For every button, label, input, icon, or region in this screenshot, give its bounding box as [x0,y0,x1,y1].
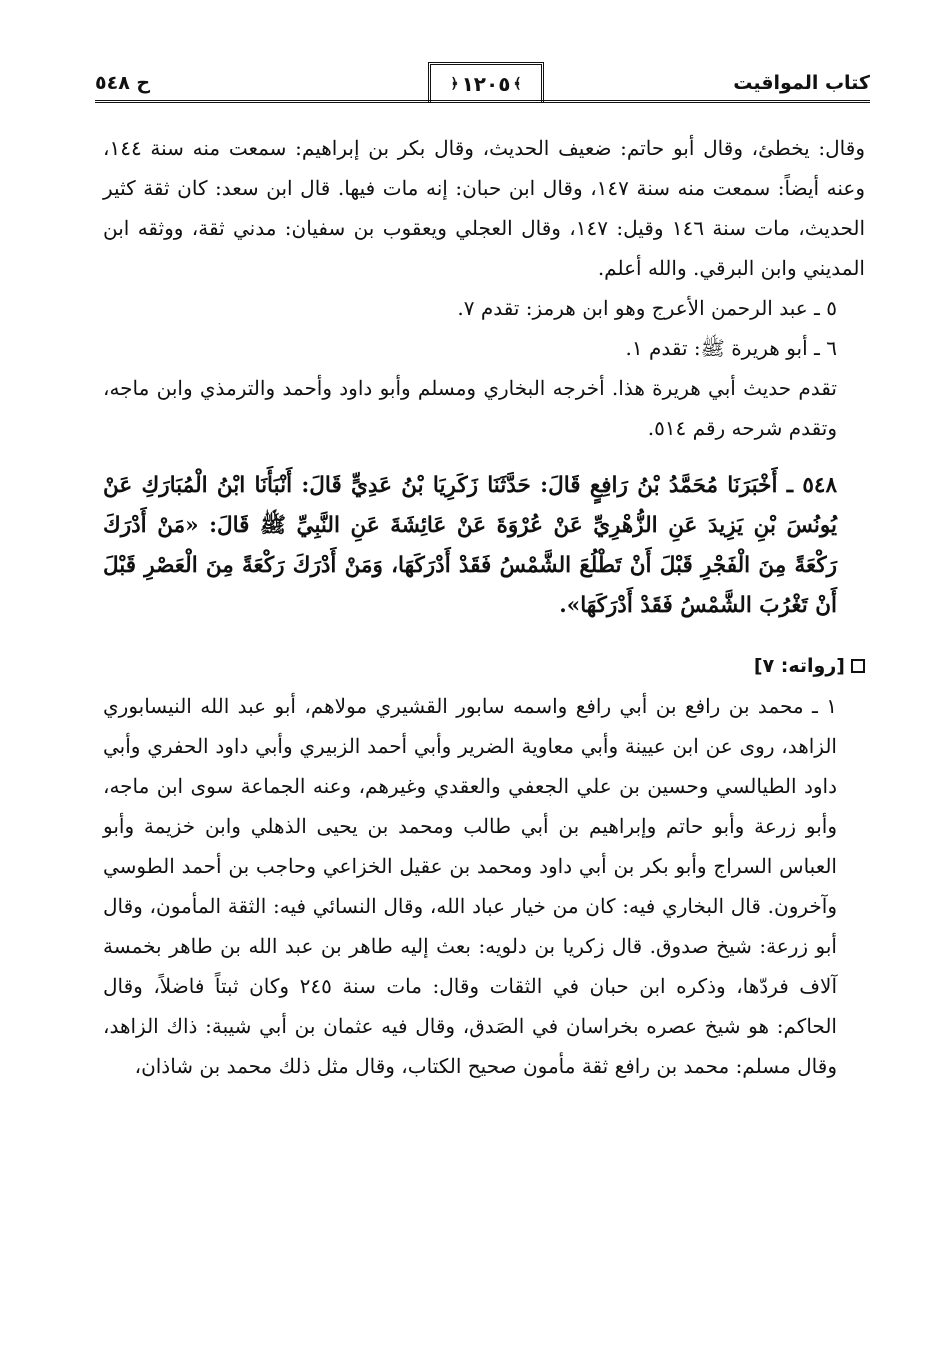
ornament-left: ﴿ [450,76,459,92]
ornament-right: ﴾ [513,76,522,92]
book-title: كتاب المواقيت [733,72,870,94]
narrator-6: ٦ ـ أبو هريرة ﷺ: تقدم ١. [625,336,837,360]
square-bullet-icon [851,659,865,673]
takhrij-paragraph: تقدم حديث أبي هريرة هذا. أخرجه البخاري ومسلم وأبو داود وأحمد والترمذي وابن ماجه، وتقدم شرحه رقم ٥١٤. [103,376,837,440]
page-number-frame [428,62,544,103]
section-heading-text: [رواته: ٧] [753,655,845,677]
page-body [103,128,865,1086]
hadith-548: ٥٤٨ ـ أَخْبَرَنَا مُحَمَّدُ بْنُ رَافِعٍ قَالَ: حَدَّثَنَا زَكَرِيَا بْنُ عَدِيٍّ قَالَ: أَنْبَأَنَا ابْنُ الْمُبَارَكِ عَنْ يُونُسَ بْنِ يَزِيدَ عَنِ الزُّهْرِيِّ عَنْ عُرْوَةَ عَنْ عَائِشَةَ عَنِ النَّبِيِّ ﷺ قَالَ: «مَنْ أَدْرَكَ رَكْعَةً مِنَ الْفَجْرِ قَبْلَ أَنْ تَطْلُعَ الشَّمْسُ فَقَدْ أَدْرَكَهَا، وَمَنْ أَدْرَكَ رَكْعَةً مِنَ الْعَصْرِ قَبْلَ أَنْ تَغْرُبَ الشَّمْسُ فَقَدْ أَدْرَكَهَا». [103,473,837,618]
page-number: ١٢٠٥ [461,72,511,96]
header-rule [95,100,870,103]
page-header [95,62,870,106]
hadith-reference: ح ٥٤٨ [95,72,151,94]
narrator-1: ١ ـ محمد بن رافع بن أبي رافع واسمه سابور القشيري مولاهم، أبو عبد الله النيسابوري الزاهد، روى عن ابن عيينة وأبي معاوية الضرير وأبي أحمد الزبيري وأبي داود الحفري وأبي داود الطيالسي وحسين بن علي الجعفي والعقدي وغيرهم، وعنه الجماعة سوى ابن ماجه، وأبو زرعة وأبو حاتم وإبراهيم بن أبي طالب ومحمد بن يحيى الذهلي وابن خزيمة وأبو العباس السراج وأبو بكر بن أبي داود ومحمد بن عقيل الخزاعي وحاجب بن أحمد الطوسي وآخرون. قال البخاري فيه: كان من خيار عباد الله، وقال النسائي فيه: الثقة المأمون، وقال أبو زرعة: شيخ صدوق. قال زكريا بن دلويه: بعث إليه طاهر بن عبد الله بن طاهر بخمسة آلاف فردّها، وذكره ابن حبان في الثقات وقال: مات سنة ٢٤٥ وكان ثبتاً فاضلاً، وقال الحاكم: هو شيخ عصره بخراسان في الصَدق، وقال فيه عثمان بن أبي شيبة: ذاك الزاهد، وقال مسلم: محمد بن رافع ثقة مأمون صحيح الكتاب، وقال مثل ذلك محمد بن شاذان، [103,694,837,1078]
section-heading [103,646,865,686]
narrator-5: ٥ ـ عبد الرحمن الأعرج وهو ابن هرمز: تقدم ٧. [457,296,837,320]
paragraph-commentary: وقال: يخطئ، وقال أبو حاتم: ضعيف الحديث، وقال بكر بن إبراهيم: سمعت منه سنة ١٤٤، وعنه أيضاً: سمعت منه سنة ١٤٧، وقال ابن حبان: إنه مات فيها. قال ابن سعد: كان ثقة كثير الحديث، مات سنة ١٤٦ وقيل: ١٤٧، وقال العجلي ويعقوب بن سفيان: مدني ثقة، ووثقه ابن المديني وابن البرقي. والله أعلم. [103,136,866,280]
